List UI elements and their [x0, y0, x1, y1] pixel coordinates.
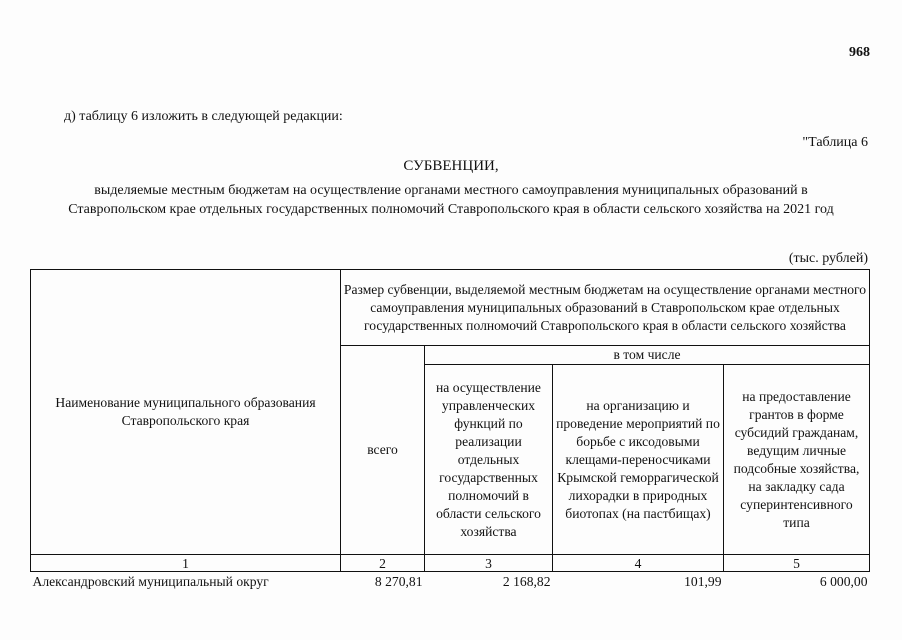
page-number: 968 [849, 45, 870, 60]
header-municipality-name: Наименование муниципального образования Ставропольского края [31, 270, 341, 555]
row-col4-value: 101,99 [684, 574, 722, 589]
header-including: в том числе [425, 346, 870, 365]
column-number: 4 [553, 555, 724, 572]
document-title: СУБВЕНЦИИ, [403, 158, 499, 174]
row-col5-value: 6 000,00 [819, 574, 868, 589]
column-number: 2 [341, 555, 425, 572]
document-subtitle: выделяемые местным бюджетам на осуществление органами местного самоуправления муниципальных образований в Ставропольском крае отдельных государственных полномочий Ставропольского края в области сельского хозяйства на 2021 год [68, 183, 834, 217]
column-number: 3 [425, 555, 553, 572]
header-col4-tick-control: на организацию и проведение мероприятий по борьбе с иксодовыми клещами-переносчиками Крымской геморрагической лихорадки в природных биотопах (на пастбищах) [553, 365, 724, 555]
row-municipality-name: Александровский муниципальный округ [32, 574, 269, 589]
table-row [31, 572, 870, 593]
row-col3-value: 2 168,82 [502, 574, 551, 589]
units-label: (тыс. рублей) [788, 251, 868, 266]
header-total: всего [341, 346, 425, 555]
intro-text: д) таблицу 6 изложить в следующей редакции: [64, 109, 343, 124]
subventions-table [30, 269, 870, 592]
header-subvention-size: Размер субвенции, выделяемой местным бюджетам на осуществление органами местного самоуправления муниципальных образований в Ставропольском крае отдельных государственных полномочий Ставропольского края в области сельского хозяйства [341, 270, 870, 346]
column-number: 5 [724, 555, 870, 572]
table-label: "Таблица 6 [802, 135, 868, 150]
row-total-value: 8 270,81 [374, 574, 423, 589]
header-col3-management: на осуществление управленческих функций по реализации отдельных государственных полномочий в области сельского хозяйства [425, 365, 553, 555]
header-col5-grants: на предоставление грантов в форме субсидий гражданам, ведущим личные подсобные хозяйства, на закладку сада суперинтенсивного типа [724, 365, 870, 555]
column-number: 1 [31, 555, 341, 572]
